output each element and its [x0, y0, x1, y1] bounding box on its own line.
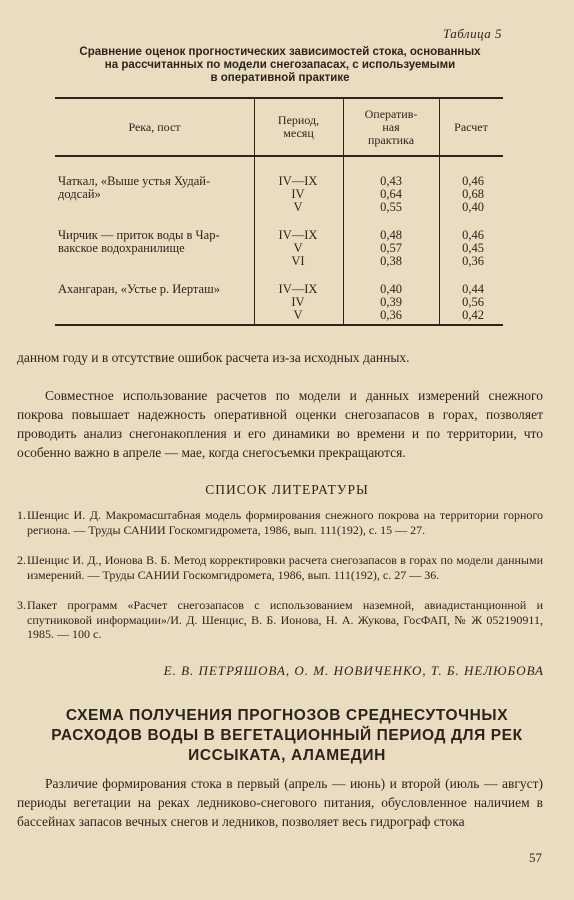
reference-item — [17, 508, 543, 537]
period-cell: V — [293, 200, 303, 214]
reference-text: Шенцис И. Д. Макромасштабная модель формирования снежного покрова на территории горного региона. — Труды САНИИ Госкомгидромета, 1986, вып. 111(192), с. 15 — 27. — [27, 508, 543, 537]
calc-cell: 0,56 — [462, 295, 484, 309]
reference-item — [17, 553, 543, 582]
reference-text: Пакет программ «Расчет снегозапасов с использованием наземной, авиадистанционной и спутниковой информации»/И. Д. Шенцис, В. Б. Ионова, Н. А. Жукова, ГосФАП, № Ж 052190911, 1985. — 100 с. — [27, 598, 543, 641]
river-name — [58, 175, 258, 201]
references-heading: СПИСОК ЛИТЕРАТУРЫ — [205, 482, 369, 497]
header-river: Река, пост — [128, 120, 181, 134]
operative-cell: 0,64 — [380, 187, 402, 201]
header-line: Оператив- — [364, 107, 418, 121]
calc-cell: 0,36 — [462, 254, 484, 268]
river-line: вакское водохранилище — [58, 241, 185, 255]
period-cell: IV — [291, 187, 305, 201]
header-calc: Расчет — [454, 120, 488, 134]
river-line: Чаткал, «Выше устья Худай- — [58, 174, 211, 188]
period-cell: V — [293, 308, 303, 322]
table-top-rule — [55, 97, 503, 99]
header-period — [254, 114, 343, 140]
calc-cell: 0,45 — [462, 241, 484, 255]
header-line: Период, — [277, 113, 320, 127]
period-cell: IV — [291, 295, 305, 309]
calc-cell: 0,42 — [462, 308, 484, 322]
period-cell: IV—IX — [278, 282, 318, 296]
river-name — [58, 229, 258, 255]
operative-cell: 0,48 — [380, 228, 402, 242]
calc-cell: 0,46 — [462, 228, 484, 242]
header-line: месяц — [283, 126, 314, 140]
reference-number: 2. — [17, 553, 26, 567]
header-line: ная — [382, 120, 400, 134]
paragraph: Совместное использование расчетов по модели и данных измерений снежного покрова повышает надежность оперативной оценки снегозапасов в горах, позволяет проводить анализ снегонакопления и его динамики во времени и по территории, что особенно важно в апреле — мае, когда снегосъемки прекращаются. — [17, 388, 543, 460]
page-number: 57 — [529, 850, 542, 865]
operative-cell: 0,43 — [380, 174, 402, 188]
header-line: практика — [367, 133, 415, 147]
paragraph-continuation: данном году и в отсутствие ошибок расчета из-за исходных данных. — [17, 350, 410, 365]
header-operative — [343, 108, 439, 147]
operative-cell: 0,57 — [380, 241, 402, 255]
period-cell: V — [293, 241, 303, 255]
operative-cell: 0,39 — [380, 295, 402, 309]
operative-cell: 0,36 — [380, 308, 402, 322]
operative-cell: 0,38 — [380, 254, 402, 268]
table-caption — [60, 46, 500, 85]
calc-cell: 0,46 — [462, 174, 484, 188]
article-intro: Различие формирования стока в первый (апрель — июнь) и второй (июль — август) периоды вегетации на реках ледниково-снегового питания, обусловленное наличием в бассейнах запасов вечных снегов и ледников, позволяет весь гидрограф стока — [17, 776, 543, 829]
river-line: Чирчик — приток воды в Чар- — [58, 228, 220, 242]
operative-cell: 0,40 — [380, 282, 402, 296]
river-name — [58, 283, 258, 296]
reference-number: 3. — [17, 598, 26, 612]
title-line: РАСХОДОВ ВОДЫ В ВЕГЕТАЦИОННЫЙ ПЕРИОД ДЛЯ РЕК — [51, 727, 523, 744]
article-title — [10, 706, 564, 766]
period-cell: IV—IX — [278, 228, 318, 242]
table-header-rule — [55, 155, 503, 157]
table-bottom-rule — [55, 324, 503, 326]
river-line: додсай» — [58, 187, 101, 201]
river-line: Ахангаран, «Устье р. Иерташ» — [58, 282, 220, 296]
operative-cell: 0,55 — [380, 200, 402, 214]
title-line: СХЕМА ПОЛУЧЕНИЯ ПРОГНОЗОВ СРЕДНЕСУТОЧНЫХ — [65, 707, 509, 724]
reference-item — [17, 598, 543, 642]
caption-line: Сравнение оценок прогностических зависимостей стока, основанных — [79, 46, 481, 58]
calc-cell: 0,68 — [462, 187, 484, 201]
reference-text: Шенцис И. Д., Ионова В. Б. Метод корректировки расчета снегозапасов в горах по модели данными измерений. — Труды САНИИ Госкомгидромета, 1986, вып. 111(192), с. 27 — 36. — [27, 553, 543, 582]
caption-line: в оперативной практике — [210, 72, 350, 84]
table-label: Таблица 5 — [442, 26, 502, 41]
title-line: ИССЫКАТА, АЛАМЕДИН — [188, 747, 386, 764]
article-authors: Е. В. ПЕТРЯШОВА, О. М. НОВИЧЕНКО, Т. Б. НЕЛЮБОВА — [163, 663, 544, 678]
period-cell: VI — [291, 254, 305, 268]
reference-number: 1. — [17, 508, 26, 522]
calc-cell: 0,44 — [462, 282, 484, 296]
caption-line: на рассчитанных по модели снегозапасах, с используемыми — [104, 59, 456, 71]
calc-cell: 0,40 — [462, 200, 484, 214]
period-cell: IV—IX — [278, 174, 318, 188]
